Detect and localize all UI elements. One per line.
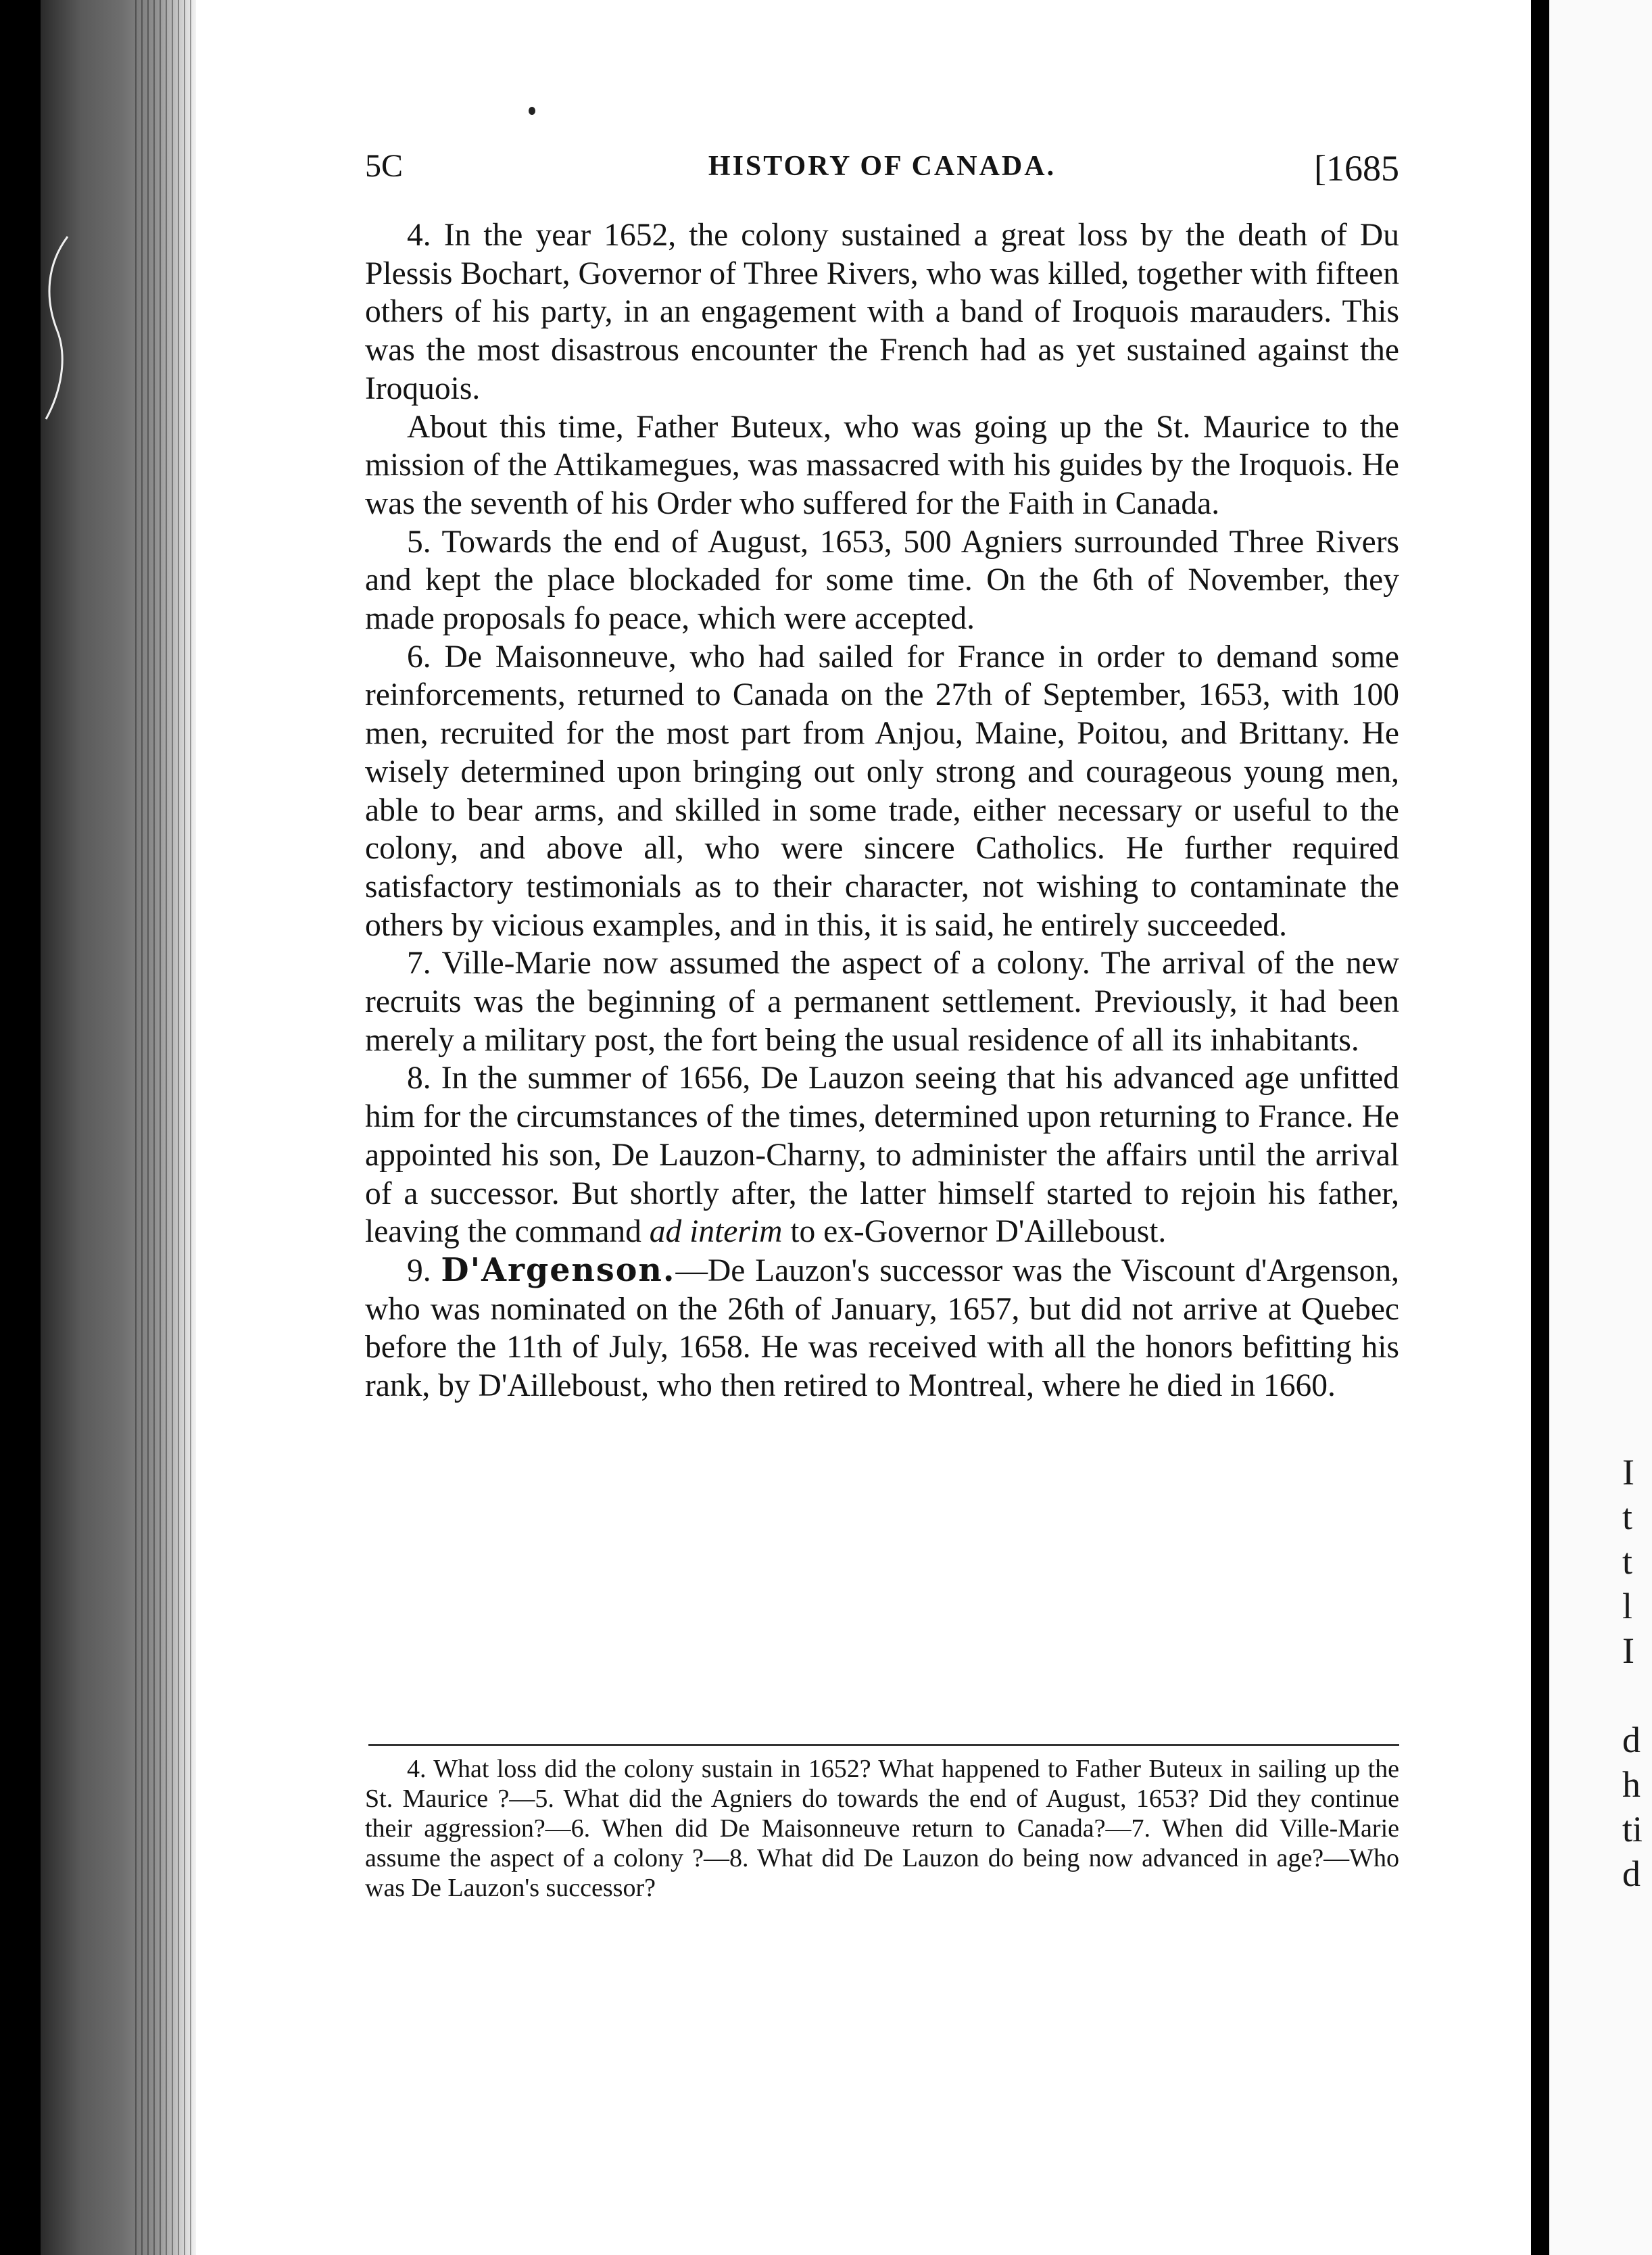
latin-phrase: ad interim [649,1214,783,1250]
paragraph-4: 4. In the year 1652, the colony sustained a great loss by the death of Du Plessis Bochart, Governor of Three Rivers, who was killed, together with fifteen others of his party, in an engagement with a band of Iroquois marauders. This was the most disastrous encounter the French had as yet sustained against the Iroquois. [365,218,1399,406]
running-header [365,147,1399,196]
margin-letter: h [1622,1764,1641,1805]
paragraph-5: 5. Towards the end of August, 1653, 500 Agniers surrounded Three Rivers and kept the place blockaded for some time. On the 6th of November, they made proposals fo peace, which were accepted. [365,524,1399,637]
section-heading-dargenson: D'Argenson. [441,1251,676,1289]
running-year: [1685 [1314,148,1399,189]
paragraph-9-number: 9. [407,1253,441,1288]
pencil-mark [41,223,88,426]
running-title: HISTORY OF CANADA. [708,151,1056,182]
margin-letter: t [1622,1497,1633,1537]
margin-letter: d [1622,1720,1641,1760]
paragraph-4-continued: About this time, Father Buteux, who was going up the St. Maurice to the mission of the Attikamegues, was massacred with his guides by the Iroquois. He was the seventh of his Order who suffered for the Faith in Canada. [365,409,1399,521]
ink-speck [529,107,535,115]
paragraph-8 [365,1059,1399,1251]
facing-page-margin-letters [1622,1450,1652,1896]
questions-text: 4. What loss did the colony sustain in 1652? What happened to Father Buteux in sailing up the St. Maurice ?—5. What did the Agniers do towards the end of August, 1653? Did they continue their aggression?—6. When did De Maisonneuve return to Canada?—7. When did Ville-Marie assume the aspect of a colony ?—8. What did De Lauzon do being now advanced in age?—Who was De Lauzon's successor? [365,1755,1399,1902]
margin-letter: ti [1622,1809,1643,1849]
page-number: 5C [365,148,404,184]
scan-border-left [0,0,41,2255]
paragraph-9 [365,1251,1399,1405]
paragraph-8-text: 8. In the summer of 1656, De Lauzon seeing that his advanced age unfitted him for the circumstances of the times, determined upon returning to France. He appointed his son, De Lauzon-Charny, to administer the affairs until the arrival of a successor. But shortly after, the latter himself started to rejoin his father, leaving the command [365,1061,1399,1250]
footnote-divider [368,1744,1399,1746]
facing-page [1549,0,1652,2255]
margin-letter: l [1622,1586,1633,1626]
body-text [365,216,1399,1737]
paragraph-6: 6. De Maisonneuve, who had sailed for France in order to demand some reinforcements, returned to Canada on the 27th of September, 1653, with 100 men, recruited for the most part from Anjou, Maine, Poitou, and Brittany. He wisely determined upon bringing out only strong and courageous young men, able to bear arms, and skilled in some trade, either necessary or useful to the colony, and above all, who were sincere Catholics. He further required satisfactory testimonials as to their character, not wishing to contaminate the others by vicious examples, and in this, it is said, he entirely succeeded. [365,639,1399,943]
margin-letter: d [1622,1853,1641,1894]
margin-letter: t [1622,1541,1633,1582]
paragraph-9-text: —De Lauzon's successor was the Viscount d'Argenson, who was nominated on the 26th of January, 1657, but did not arrive at Quebec before the 11th of July, 1658. He was received with all the honors befitting his rank, by D'Ailleboust, who then retired to Montreal, where he died in 1660. [365,1253,1399,1404]
paragraph-7: 7. Ville-Marie now assumed the aspect of a colony. The arrival of the new recruits was the beginning of a permanent settlement. Previously, it had been merely a military post, the fort being the usual residence of all its inhabitants. [365,946,1399,1058]
page-stack-edges [135,0,196,2255]
review-questions [365,1754,1399,1957]
paragraph-8-text-end: to ex-Governor D'Ailleboust. [782,1214,1167,1250]
margin-letter: I [1622,1630,1634,1671]
margin-letter: I [1622,1452,1634,1493]
